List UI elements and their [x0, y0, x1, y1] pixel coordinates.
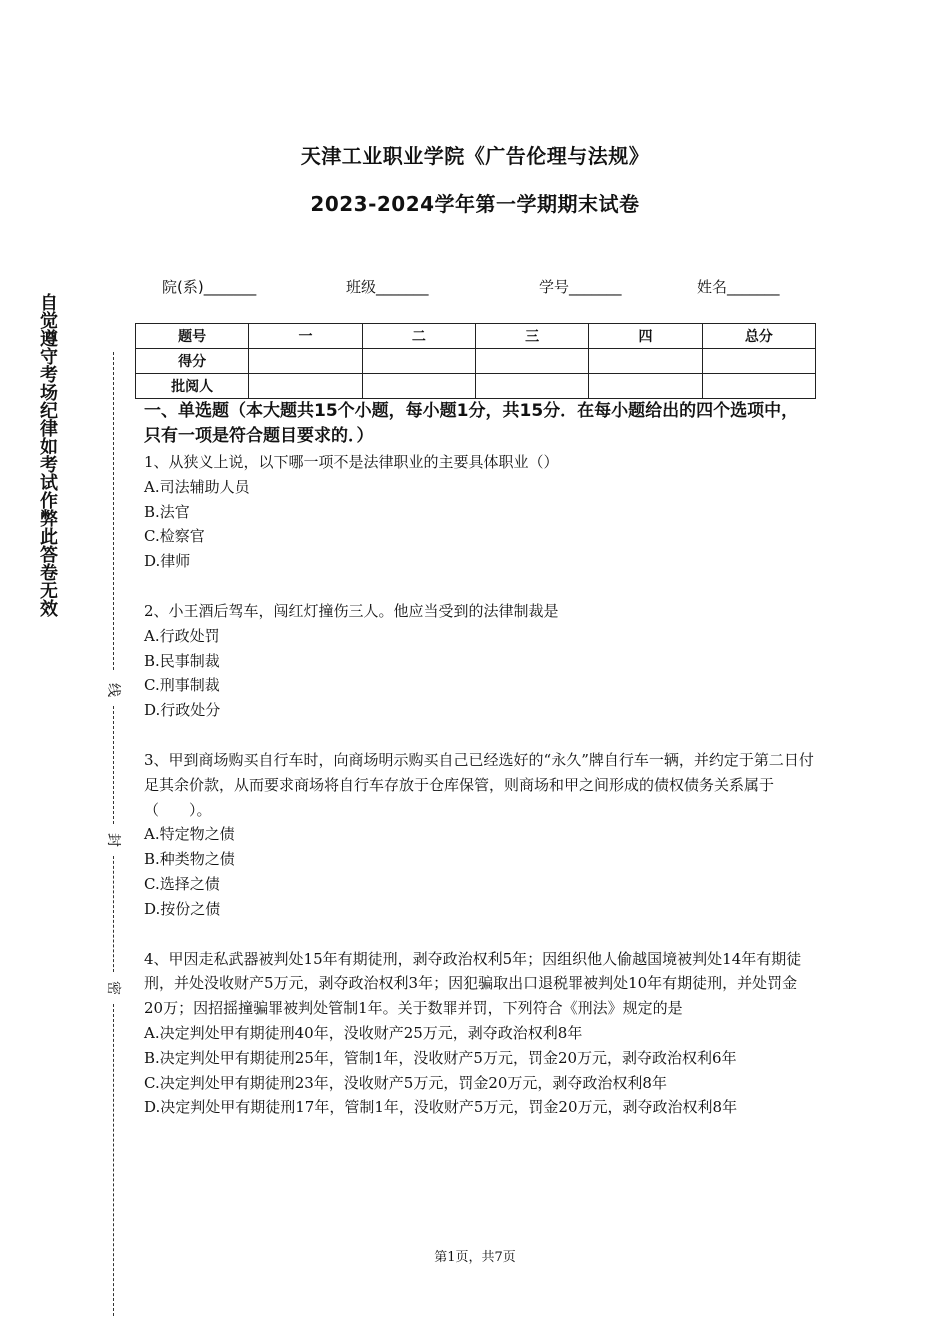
question-stem: 1、从狭义上说，以下哪一项不是法律职业的主要具体职业（） [144, 453, 559, 471]
question-3 [144, 748, 814, 922]
score-cell [362, 349, 475, 374]
option-a[interactable]: A.决定判处甲有期徒刑40年，没收财产25万元，剥夺政治权利8年 [144, 1023, 583, 1042]
department-field: 院(系)_______ [162, 278, 257, 296]
option-b[interactable]: B.决定判处甲有期徒刑25年，管制1年，没收财产5万元，罚金20万元，剥夺政治权利6年 [144, 1048, 737, 1067]
exam-title-line1: 天津工业职业学院《广告伦理与法规》 [300, 144, 650, 168]
student-id-field: 学号_______ [539, 278, 622, 296]
grader-cell [589, 374, 702, 399]
option-d[interactable]: D.律师 [144, 552, 191, 571]
binding-dashed-line [113, 856, 114, 972]
option-c[interactable]: C.选择之债 [144, 874, 220, 893]
option-b[interactable]: B.法官 [144, 502, 190, 521]
question-2 [144, 599, 814, 723]
score-cell [249, 349, 362, 374]
option-d[interactable]: D.按份之债 [144, 899, 221, 918]
score-table-header-row [136, 324, 816, 349]
score-table [135, 323, 816, 399]
score-cell [702, 349, 815, 374]
grader-cell [362, 374, 475, 399]
class-field: 班级_______ [346, 278, 429, 296]
grader-row-label: 批阅人 [136, 374, 249, 399]
score-table-header-cell: 一 [249, 324, 362, 349]
page-footer: 第1页，共7页 [434, 1250, 516, 1265]
score-cell [589, 349, 702, 374]
score-table-header-cell: 三 [475, 324, 588, 349]
question-stem: 4、甲因走私武器被判处15年有期徒刑，剥夺政治权利5年；因组织他人偷越国境被判处14年有期徒刑，并处没收财产5万元，剥夺政治权利3年；因犯骗取出口退税罪被判处10年有期徒刑，并处罚金20万；因招摇撞骗罪被判处管制1年。关于数罪并罚，下列符合《刑法》规定的是 [144, 949, 802, 1018]
name-field: 姓名_______ [697, 278, 780, 296]
option-a[interactable]: A.司法辅助人员 [144, 477, 250, 496]
question-4 [144, 947, 814, 1121]
binding-dashed-line [113, 352, 114, 670]
score-table-header-cell: 四 [589, 324, 702, 349]
score-row [136, 349, 816, 374]
score-cell [475, 349, 588, 374]
seal-char-secret: 密 [105, 981, 121, 995]
section-heading: 一、单选题（本大题共15个小题，每小题1分，共15分．在每小题给出的四个选项中，只有一项是符合题目要求的．） [144, 401, 799, 446]
option-c[interactable]: C.决定判处甲有期徒刑23年，没收财产5万元，罚金20万元，剥夺政治权利8年 [144, 1073, 667, 1092]
question-stem: 2、小王酒后驾车，闯红灯撞伤三人。他应当受到的法律制裁是 [144, 601, 559, 620]
question-1 [144, 450, 814, 574]
exam-content [144, 399, 814, 1145]
grader-cell [249, 374, 362, 399]
question-stem: 3、甲到商场购买自行车时，向商场明示购买自己已经选好的“永久”牌自行车一辆，并约定于第二日付足其余价款，从而要求商场将自行车存放于仓库保管，则商场和甲之间形成的债权债务关系属于（ ）。 [144, 750, 814, 819]
grader-cell [475, 374, 588, 399]
seal-char-seal: 封 [105, 833, 121, 847]
option-b[interactable]: B.种类物之债 [144, 850, 235, 869]
option-b[interactable]: B.民事制裁 [144, 651, 220, 670]
grader-cell [702, 374, 815, 399]
option-c[interactable]: C.刑事制裁 [144, 676, 220, 695]
option-d[interactable]: D.行政处分 [144, 701, 221, 720]
option-a[interactable]: A.特定物之债 [144, 825, 235, 844]
exam-title-line2: 2023-2024学年第一学期期末试卷 [310, 192, 640, 216]
binding-dashed-line [113, 706, 114, 824]
score-table-header-cell: 二 [362, 324, 475, 349]
option-a[interactable]: A.行政处罚 [144, 626, 220, 645]
exam-discipline-notice: 自觉遵守考场纪律如考试作弊此答卷无效 [37, 293, 58, 617]
option-c[interactable]: C.检察官 [144, 527, 205, 546]
grader-row [136, 374, 816, 399]
option-d[interactable]: D.决定判处甲有期徒刑17年，管制1年，没收财产5万元，罚金20万元，剥夺政治权利8年 [144, 1098, 738, 1117]
score-table-header-cell: 总分 [702, 324, 815, 349]
score-row-label: 得分 [136, 349, 249, 374]
binding-dashed-line [113, 1004, 114, 1316]
seal-char-line: 线 [105, 683, 121, 697]
score-table-header-cell: 题号 [136, 324, 249, 349]
